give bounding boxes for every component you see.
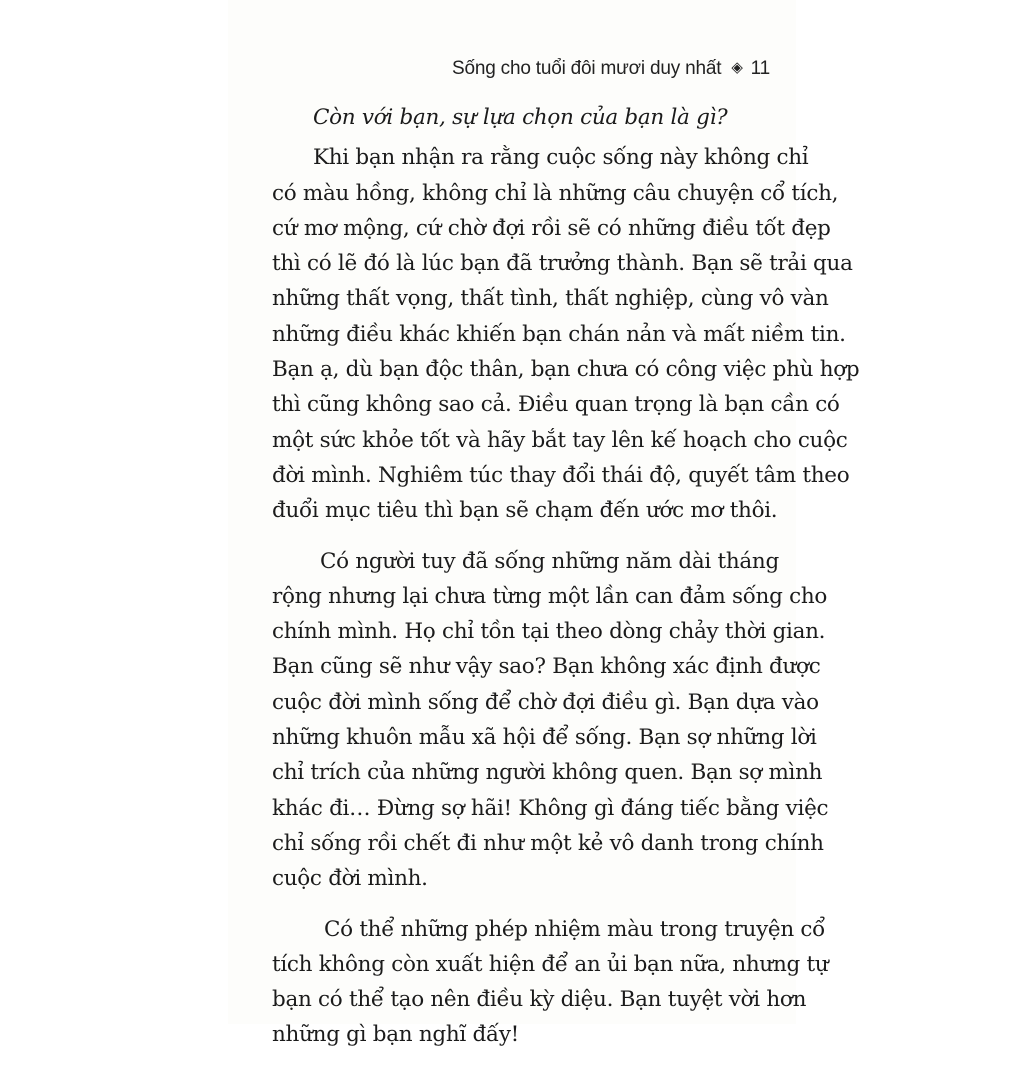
- text-line: Bạn ạ, dù bạn độc thân, bạn chưa có công việc phù hợp: [272, 357, 860, 383]
- text-line: chính mình. Họ chỉ tồn tại theo dòng chảy thời gian.: [272, 619, 826, 645]
- paragraph-3: [272, 912, 829, 1053]
- text-line: thì có lẽ đó là lúc bạn đã trưởng thành. Bạn sẽ trải qua: [272, 251, 853, 277]
- text-line: những gì bạn nghĩ đấy!: [272, 1022, 520, 1048]
- text-line: đuổi mục tiêu thì bạn sẽ chạm đến ước mơ thôi.: [272, 498, 778, 524]
- text-line: đời mình. Nghiêm túc thay đổi thái độ, quyết tâm theo: [272, 462, 850, 488]
- text-line: một sức khỏe tốt và hãy bắt tay lên kế hoạch cho cuộc: [272, 427, 848, 453]
- italic-question: Còn với bạn, sự lựa chọn của bạn là gì?: [313, 105, 728, 130]
- text-line: chỉ trích của những người không quen. Bạn sợ mình: [272, 760, 823, 786]
- body-text: [272, 100, 860, 1068]
- text-line: những khuôn mẫu xã hội để sống. Bạn sợ những lời: [272, 725, 817, 751]
- text-line: cuộc đời mình sống để chờ đợi điều gì. Bạn dựa vào: [272, 689, 819, 715]
- text-line: tích không còn xuất hiện để an ủi bạn nữa, nhưng tự: [272, 951, 829, 977]
- text-line: thì cũng không sao cả. Điều quan trọng là bạn cần có: [272, 392, 840, 418]
- text-line: bạn có thể tạo nên điều kỳ diệu. Bạn tuyệt vời hơn: [272, 987, 807, 1013]
- paragraph-1: [272, 140, 860, 528]
- text-line: rộng nhưng lại chưa từng một lần can đảm sống cho: [272, 583, 828, 609]
- text-line: Khi bạn nhận ra rằng cuộc sống này không chỉ: [313, 145, 809, 171]
- page-number: 11: [750, 58, 770, 79]
- text-line: khác đi… Đừng sợ hãi! Không gì đáng tiếc bằng việc: [272, 795, 829, 821]
- text-line: Có thể những phép nhiệm màu trong truyện cổ: [324, 916, 826, 942]
- text-line: chỉ sống rồi chết đi như một kẻ vô danh trong chính: [272, 830, 824, 856]
- text-line: có màu hồng, không chỉ là những câu chuyện cổ tích,: [272, 180, 839, 206]
- text-line: cứ mơ mộng, cứ chờ đợi rồi sẽ có những điều tốt đẹp: [272, 215, 831, 241]
- diamond-icon: ◈: [731, 59, 743, 76]
- text-line: Có người tuy đã sống những năm dài tháng: [320, 548, 779, 574]
- text-line: cuộc đời mình.: [272, 866, 428, 892]
- text-line: những thất vọng, thất tình, thất nghiệp, cùng vô vàn: [272, 286, 829, 312]
- text-line: Bạn cũng sẽ như vậy sao? Bạn không xác định được: [272, 654, 821, 680]
- paragraph-2: [272, 544, 829, 897]
- text-line: những điều khác khiến bạn chán nản và mất niềm tin.: [272, 321, 846, 347]
- running-header: [452, 58, 770, 80]
- header-title: Sống cho tuổi đôi mươi duy nhất: [452, 58, 722, 79]
